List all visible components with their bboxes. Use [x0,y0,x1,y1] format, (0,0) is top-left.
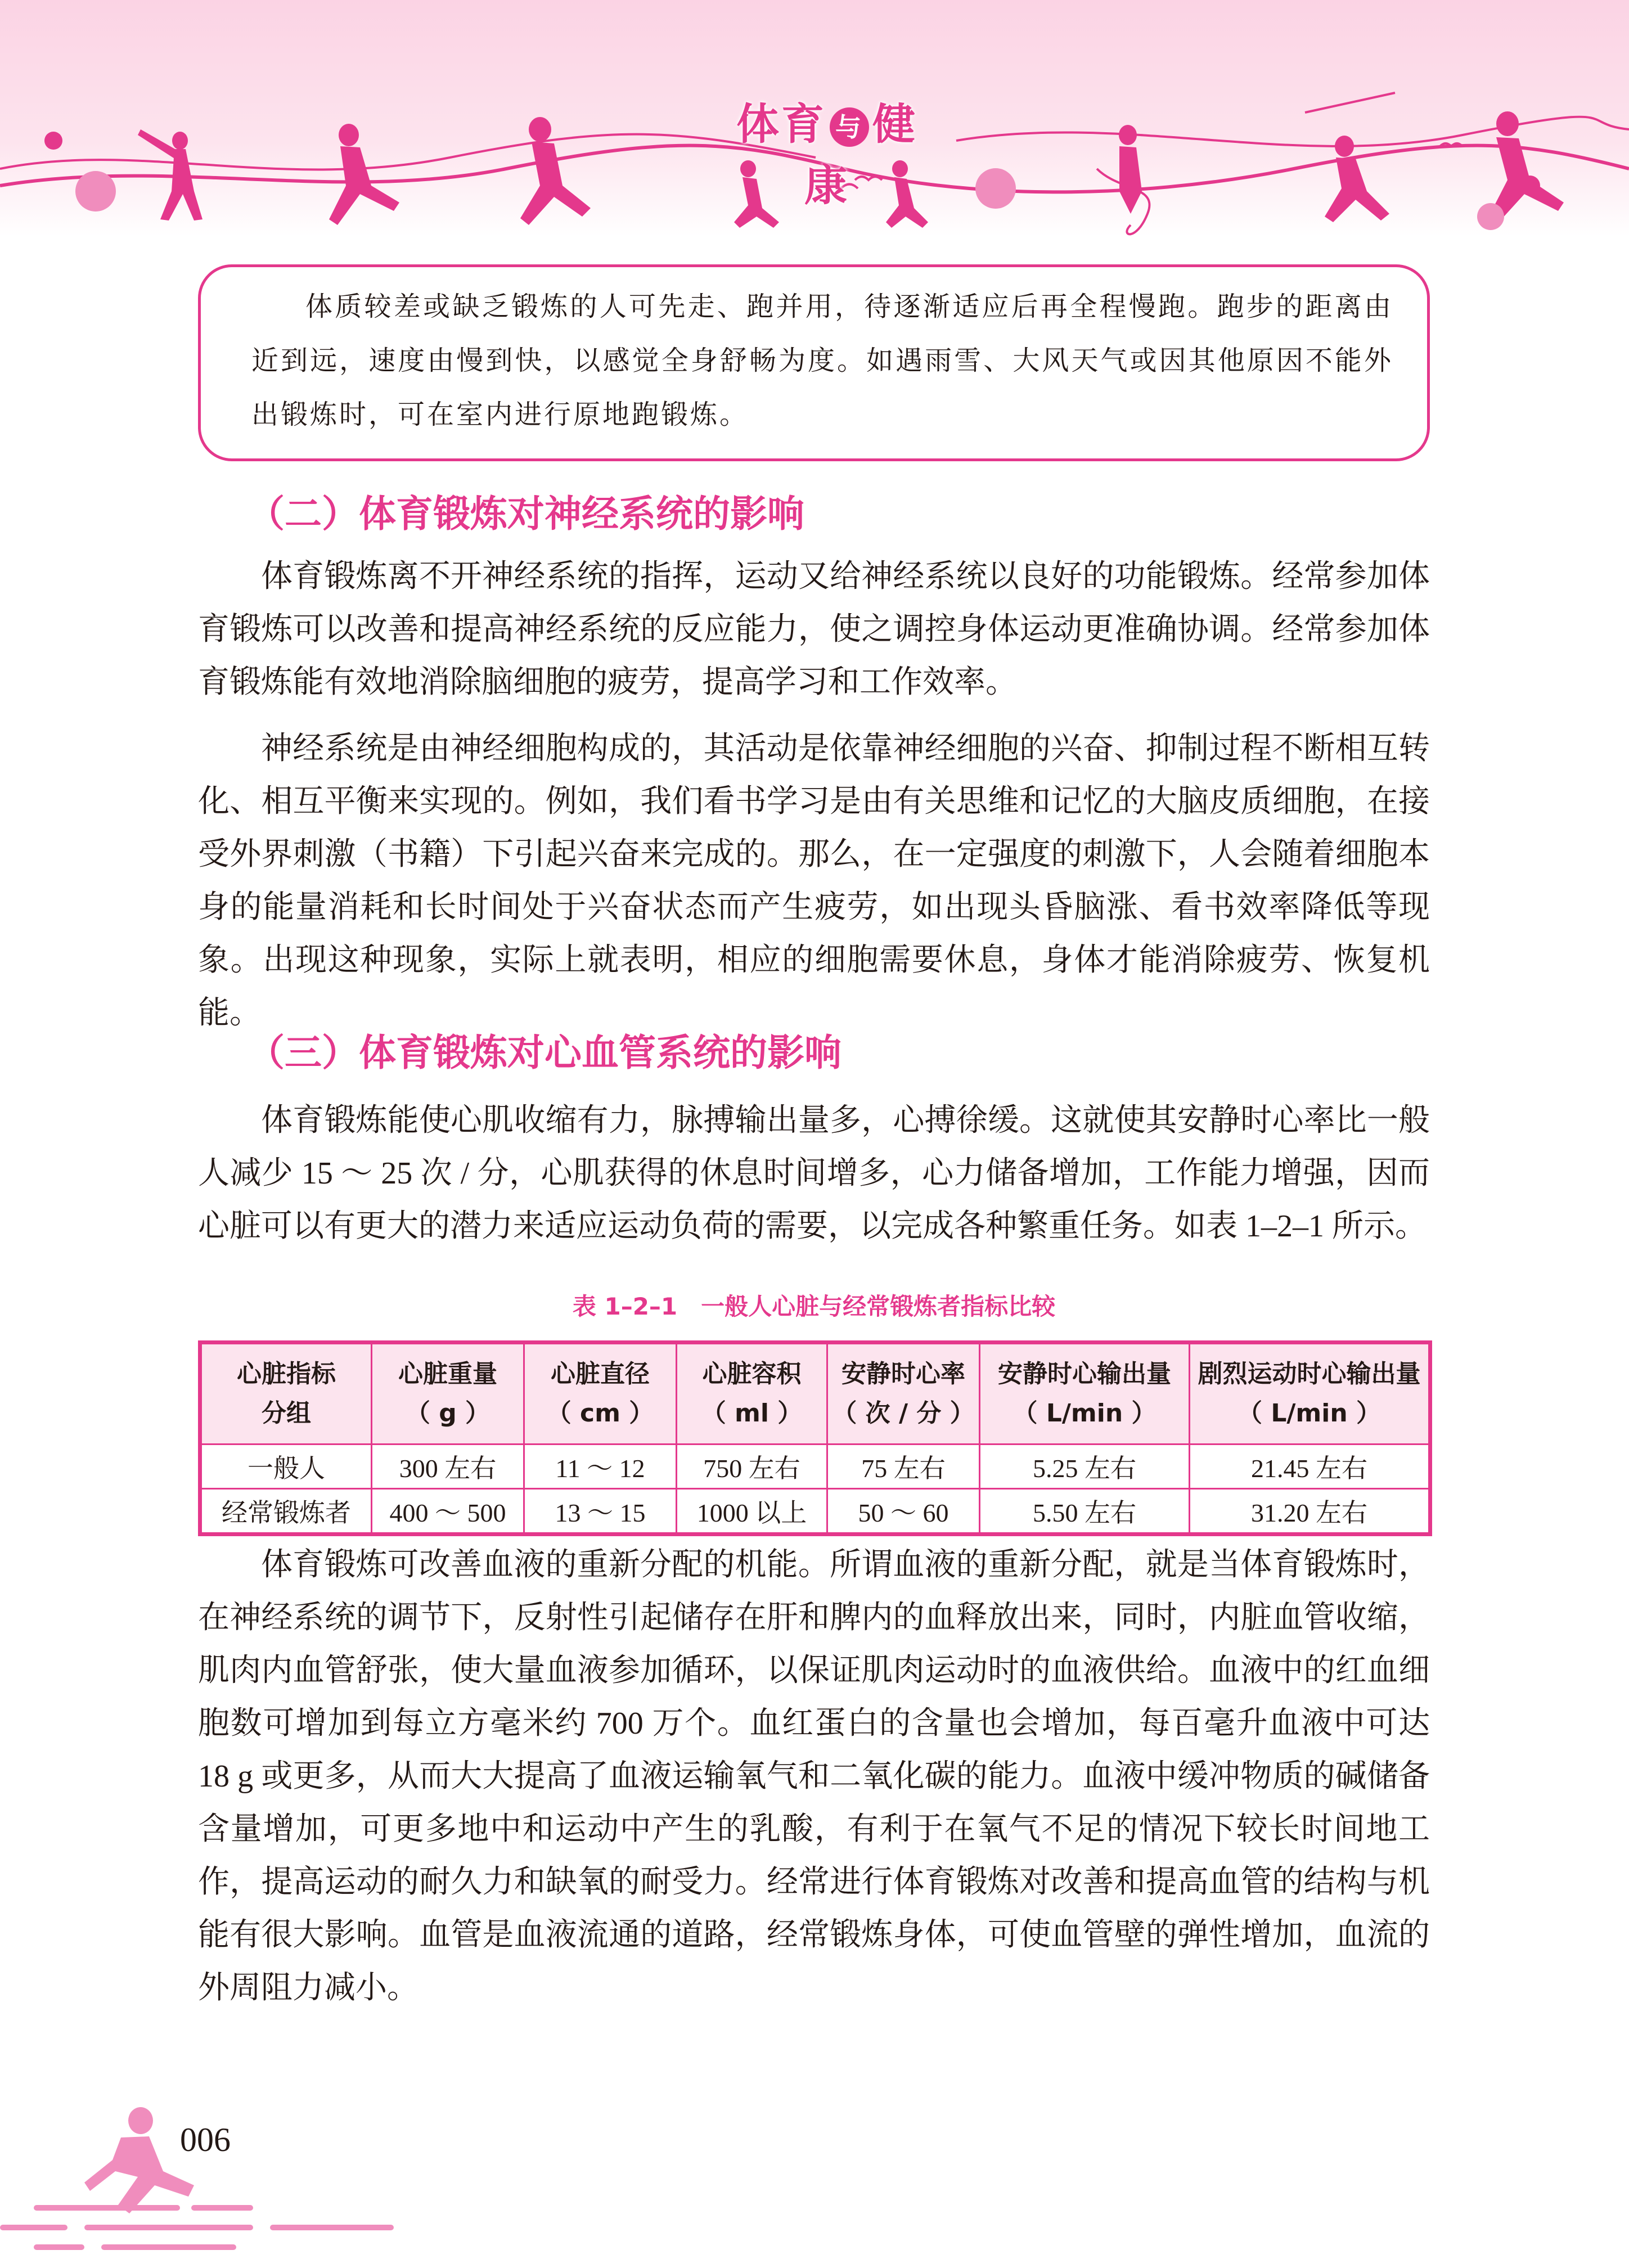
table-cell: 13 ～ 15 [524,1489,677,1534]
section-heading-cardiovascular: （三）体育锻炼对心血管系统的影响 [248,1031,842,1074]
table-cell: 750 左右 [677,1444,827,1489]
table-cell: 31.20 左右 [1190,1489,1430,1534]
table-header-cell: 心脏重量 （ g ） [372,1343,524,1444]
table-cell: 5.50 左右 [980,1489,1190,1534]
table-cell: 5.25 左右 [980,1444,1190,1489]
table-header-cell: 心脏直径 （ cm ） [524,1343,677,1444]
table-row [200,1489,1430,1534]
book-title [714,90,939,210]
table-cell: 300 左右 [372,1444,524,1489]
table-cell: 一般人 [200,1444,372,1489]
cardiovascular-paragraph-1: 体育锻炼能使心肌收缩有力，脉搏输出量多，心搏徐缓。这就使其安静时心率比一般人减少 15 ～ 25 次 / 分，心肌获得的休息时间增多，心力储备增加，工作能力增强，因而心脏可以有更大的潜力来适应运动负荷的需要，以完成各种繁重任务。如表 1–2–1 所示。 [198,1103,1430,1244]
book-title-part2: 健康 [804,99,917,210]
tip-callout-box [198,264,1430,461]
table-cell: 1000 以上 [677,1489,827,1534]
table-header-row [200,1343,1430,1444]
table-header-cell: 心脏指标 分组 [200,1343,372,1444]
table-cell: 50 ～ 60 [827,1489,980,1534]
table-caption: 表 1–2–1 一般人心脏与经常锻炼者指标比较 [572,1293,1056,1320]
table-header-cell: 安静时心率 （ 次 / 分 ） [827,1343,980,1444]
table-header-cell: 心脏容积 （ ml ） [677,1343,827,1444]
table-header-cell: 安静时心输出量 （ L/min ） [980,1343,1190,1444]
table-cell: 经常锻炼者 [200,1489,372,1534]
table-header-cell: 剧烈运动时心输出量 （ L/min ） [1190,1343,1430,1444]
book-title-part1: 体育 [736,99,826,149]
table-cell: 11 ～ 12 [524,1444,677,1489]
runner-icon [84,2136,194,2213]
page-number: 006 [180,2121,231,2158]
cardiovascular-paragraph-2: 体育锻炼可改善血液的重新分配的机能。所谓血液的重新分配，就是当体育锻炼时，在神经系统的调节下，反射性引起储存在肝和脾内的血释放出来，同时，内脏血管收缩，肌肉内血管舒张，使大量血液参加循环，以保证肌肉运动时的血液供给。血液中的红血细胞数可增加到每立方毫米约 700 万个。血红蛋白的含量也会增加，每百毫升血液中可达 18 g 或更多，从而大大提高了血液运输氧气和二氧化碳的能力。血液中缓冲物质的碱储备含量增加，可更多地中和运动中产生的乳酸，有利于在氧气不足的情况下较长时间地工作，提高运动的耐久力和缺氧的耐受力。经常进行体育锻炼对改善和提高血管的结构与机能有很大影响。血管是血液流通的道路，经常锻炼身体，可使血管壁的弹性增加，血流的外周阻力减小。 [198,1547,1430,2005]
table-row [200,1444,1430,1489]
nervous-system-paragraph-2: 神经系统是由神经细胞构成的，其活动是依靠神经细胞的兴奋、抑制过程不断相互转化、相互平衡来实现的。例如，我们看书学习是由有关思维和记忆的大脑皮质细胞，在接受外界刺激（书籍）下引起兴奋来完成的。那么，在一定强度的刺激下，人会随着细胞本身的能量消耗和长时间处于兴奋状态而产生疲劳，如出现头昏脑涨、看书效率降低等现象。出现这种现象，实际上就表明，相应的细胞需要休息，身体才能消除疲劳、恢复机能。 [198,731,1430,1030]
table-cell: 75 左右 [827,1444,980,1489]
tip-callout-text: 体质较差或缺乏锻炼的人可先走、跑并用，待逐渐适应后再全程慢跑。跑步的距离由近到远，速度由慢到快，以感觉全身舒畅为度。如遇雨雪、大风天气或因其他原因不能外出锻炼时，可在室内进行原地跑锻炼。 [251,291,1393,430]
section-heading-nervous-system: （二）体育锻炼对神经系统的影响 [248,492,804,536]
heart-comparison-table [198,1340,1432,1536]
table-cell: 21.45 左右 [1190,1444,1430,1489]
table-cell: 400 ～ 500 [372,1489,524,1534]
book-title-amp-badge: 与 [830,107,869,147]
nervous-system-paragraph-1: 体育锻炼离不开神经系统的指挥，运动又给神经系统以良好的功能锻炼。经常参加体育锻炼可以改善和提高神经系统的反应能力，使之调控身体运动更准确协调。经常参加体育锻炼能有效地消除脑细胞的疲劳，提高学习和工作效率。 [198,559,1430,700]
footer-decoration [0,2092,450,2268]
runner-head-icon [128,2107,153,2134]
header-banner [0,0,1629,236]
